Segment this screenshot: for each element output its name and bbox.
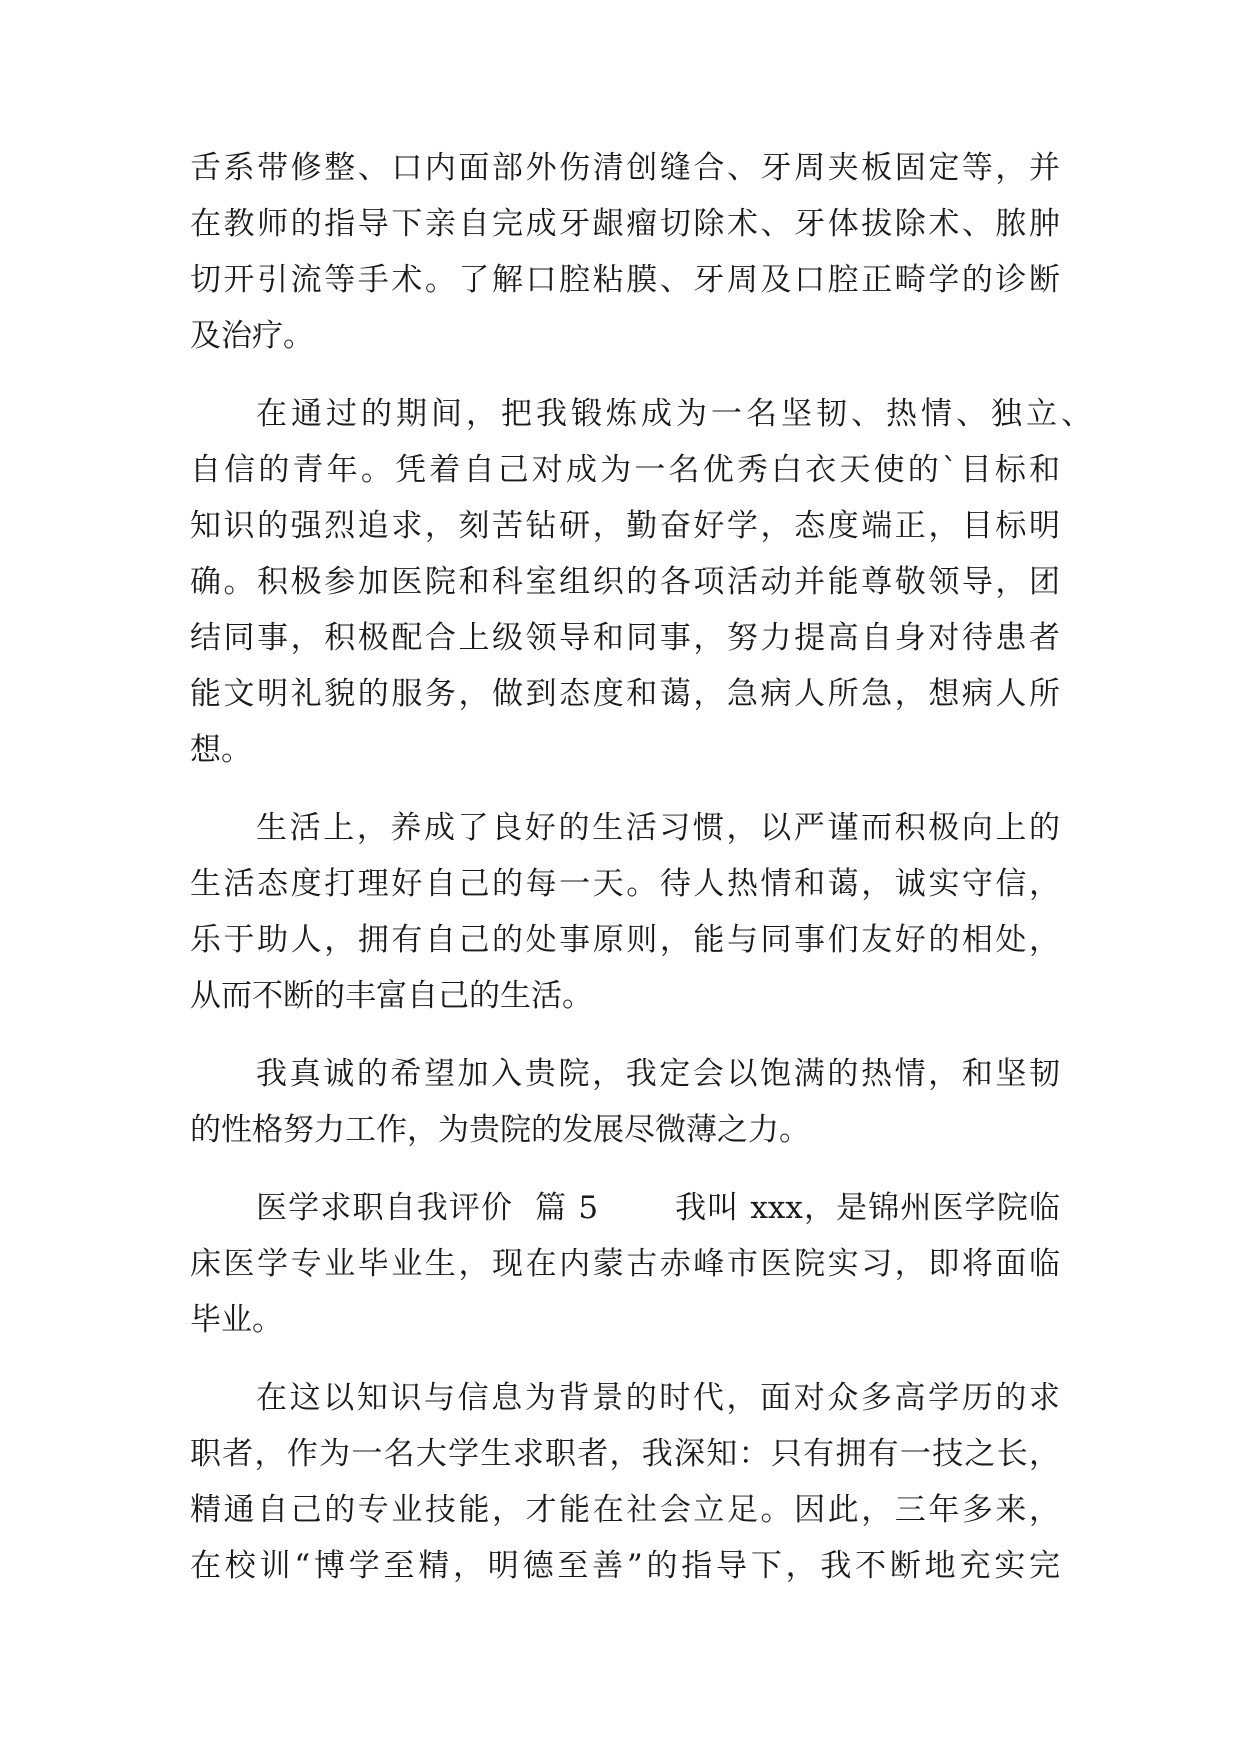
paragraph-6-line-1: 在这以知识与信息为背景的时代，面对众多高学历的求 [256, 1380, 1060, 1416]
paragraph-6-line-3: 精通自己的专业技能，才能在社会立足。因此，三年多来， [190, 1492, 1060, 1528]
section-heading-line: 医学求职自我评价 篇 5 我叫 xxx，是锦州医学院临 [256, 1190, 1060, 1226]
paragraph-1-line-4: 及治疗。 [190, 318, 314, 354]
paragraph-4-line-1: 我真诚的希望加入贵院，我定会以饱满的热情，和坚韧 [256, 1056, 1060, 1092]
paragraph-2-line-5: 结同事，积极配合上级领导和同事，努力提高自身对待患者 [190, 620, 1060, 656]
paragraph-5-line-2: 床医学专业毕业生，现在内蒙古赤峰市医院实习，即将面临 [190, 1246, 1060, 1282]
paragraph-6-line-4: 在校训“博学至精，明德至善”的指导下，我不断地充实完 [190, 1548, 1060, 1584]
paragraph-2-line-3: 知识的强烈追求，刻苦钻研，勤奋好学，态度端正，目标明 [190, 508, 1060, 544]
paragraph-1-line-1: 舌系带修整、口内面部外伤清创缝合、牙周夹板固定等，并 [190, 150, 1060, 186]
paragraph-2-line-4: 确。积极参加医院和科室组织的各项活动并能尊敬领导，团 [190, 564, 1060, 600]
paragraph-4-line-2: 的性格努力工作，为贵院的发展尽微薄之力。 [190, 1112, 810, 1148]
paragraph-2-line-6: 能文明礼貌的服务，做到态度和蔼，急病人所急，想病人所 [190, 676, 1060, 712]
paragraph-2-line-7: 想。 [190, 732, 252, 768]
paragraph-6-line-2: 职者，作为一名大学生求职者，我深知：只有拥有一技之长， [190, 1436, 1060, 1472]
paragraph-3-line-1: 生活上，养成了良好的生活习惯，以严谨而积极向上的 [256, 810, 1060, 846]
paragraph-3-line-4: 从而不断的丰富自己的生活。 [190, 978, 593, 1014]
paragraph-1-line-3: 切开引流等手术。了解口腔粘膜、牙周及口腔正畸学的诊断 [190, 262, 1060, 298]
paragraph-2-line-1: 在通过的期间，把我锻炼成为一名坚韧、热情、独立、 [256, 396, 1092, 432]
paragraph-3-line-3: 乐于助人，拥有自己的处事原则，能与同事们友好的相处， [190, 922, 1060, 958]
paragraph-5-line-3: 毕业。 [190, 1302, 283, 1338]
paragraph-1-line-2: 在教师的指导下亲自完成牙龈瘤切除术、牙体拔除术、脓肿 [190, 206, 1060, 242]
paragraph-2-line-2: 自信的青年。凭着自己对成为一名优秀白衣天使的`目标和 [190, 452, 1060, 488]
paragraph-3-line-2: 生活态度打理好自己的每一天。待人热情和蔼，诚实守信， [190, 866, 1060, 902]
